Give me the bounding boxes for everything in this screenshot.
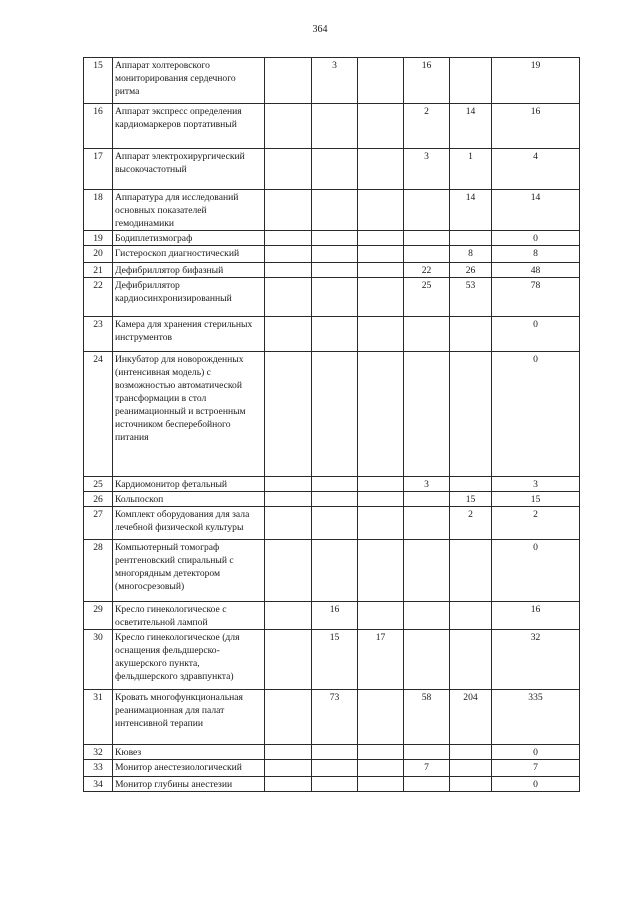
row-number-cell: 21 [84, 263, 113, 278]
quantity-cell [265, 760, 312, 777]
total-cell: 0 [492, 352, 580, 477]
quantity-cell [358, 690, 404, 745]
quantity-cell [450, 602, 492, 630]
quantity-cell [312, 104, 358, 149]
total-cell: 8 [492, 246, 580, 263]
quantity-cell [265, 630, 312, 690]
table-row [84, 149, 580, 190]
quantity-cell [450, 477, 492, 492]
quantity-cell [265, 278, 312, 317]
quantity-cell [312, 760, 358, 777]
quantity-cell: 53 [450, 278, 492, 317]
page-number: 364 [312, 24, 328, 35]
total-cell: 7 [492, 760, 580, 777]
table-row [84, 190, 580, 231]
quantity-cell [450, 231, 492, 246]
equipment-name-cell: Компьютерный томограф рентгеновский спиральный с многорядным детектором (многосрезовый) [113, 540, 265, 602]
row-number-cell: 15 [84, 58, 113, 104]
quantity-cell [404, 492, 450, 507]
total-cell: 16 [492, 104, 580, 149]
quantity-cell [265, 104, 312, 149]
quantity-cell [450, 777, 492, 792]
equipment-name-cell: Камера для хранения стерильных инструментов [113, 317, 265, 352]
row-number-cell: 19 [84, 231, 113, 246]
equipment-name-cell: Аппарат холтеровского мониторирования сердечного ритма [113, 58, 265, 104]
total-cell: 0 [492, 317, 580, 352]
quantity-cell [450, 745, 492, 760]
row-number-cell: 18 [84, 190, 113, 231]
quantity-cell [312, 745, 358, 760]
total-cell: 2 [492, 507, 580, 540]
total-cell: 19 [492, 58, 580, 104]
row-number-cell: 24 [84, 352, 113, 477]
quantity-cell [265, 58, 312, 104]
quantity-cell [358, 745, 404, 760]
total-cell: 4 [492, 149, 580, 190]
total-cell: 14 [492, 190, 580, 231]
equipment-name-cell: Дефибриллятор бифазный [113, 263, 265, 278]
table-row [84, 540, 580, 602]
quantity-cell [450, 760, 492, 777]
row-number-cell: 22 [84, 278, 113, 317]
quantity-cell: 14 [450, 104, 492, 149]
quantity-cell [265, 507, 312, 540]
quantity-cell [404, 602, 450, 630]
row-number-cell: 30 [84, 630, 113, 690]
quantity-cell [265, 149, 312, 190]
quantity-cell [312, 246, 358, 263]
quantity-cell [358, 263, 404, 278]
quantity-cell [404, 540, 450, 602]
quantity-cell [358, 540, 404, 602]
quantity-cell: 22 [404, 263, 450, 278]
row-number-cell: 34 [84, 777, 113, 792]
quantity-cell [312, 540, 358, 602]
quantity-cell [265, 477, 312, 492]
equipment-name-cell: Кресло гинекологическое с осветительной лампой [113, 602, 265, 630]
row-number-cell: 17 [84, 149, 113, 190]
quantity-cell [450, 630, 492, 690]
table-row [84, 278, 580, 317]
equipment-name-cell: Аппарат электрохирургический высокочастотный [113, 149, 265, 190]
quantity-cell: 16 [312, 602, 358, 630]
quantity-cell [404, 246, 450, 263]
quantity-cell: 1 [450, 149, 492, 190]
quantity-cell [312, 477, 358, 492]
table-row [84, 104, 580, 149]
quantity-cell [404, 190, 450, 231]
quantity-cell: 15 [450, 492, 492, 507]
quantity-cell [265, 777, 312, 792]
row-number-cell: 23 [84, 317, 113, 352]
quantity-cell [265, 745, 312, 760]
table-row [84, 760, 580, 777]
quantity-cell [404, 352, 450, 477]
quantity-cell [265, 263, 312, 278]
quantity-cell [312, 777, 358, 792]
quantity-cell [404, 507, 450, 540]
quantity-cell [358, 58, 404, 104]
total-cell: 0 [492, 231, 580, 246]
table-body [84, 58, 580, 792]
equipment-name-cell: Комплект оборудования для зала лечебной физической культуры [113, 507, 265, 540]
quantity-cell [358, 278, 404, 317]
quantity-cell [265, 246, 312, 263]
equipment-name-cell: Кольпоскоп [113, 492, 265, 507]
quantity-cell [404, 317, 450, 352]
quantity-cell [358, 760, 404, 777]
table-row [84, 630, 580, 690]
table-row [84, 745, 580, 760]
row-number-cell: 29 [84, 602, 113, 630]
quantity-cell [358, 492, 404, 507]
equipment-name-cell: Кардиомонитор фетальный [113, 477, 265, 492]
table-row [84, 317, 580, 352]
equipment-name-cell: Монитор глубины анестезии [113, 777, 265, 792]
quantity-cell [265, 190, 312, 231]
quantity-cell [450, 540, 492, 602]
quantity-cell [358, 777, 404, 792]
quantity-cell [404, 777, 450, 792]
total-cell: 78 [492, 278, 580, 317]
quantity-cell [265, 602, 312, 630]
equipment-name-cell: Аппарат экспресс определения кардиомаркеров портативный [113, 104, 265, 149]
row-number-cell: 27 [84, 507, 113, 540]
table-row [84, 263, 580, 278]
quantity-cell [265, 231, 312, 246]
quantity-cell [312, 492, 358, 507]
quantity-cell: 26 [450, 263, 492, 278]
equipment-name-cell: Аппаратура для исследований основных показателей гемодинамики [113, 190, 265, 231]
row-number-cell: 32 [84, 745, 113, 760]
row-number-cell: 16 [84, 104, 113, 149]
table-row [84, 777, 580, 792]
equipment-name-cell: Бодиплетизмограф [113, 231, 265, 246]
quantity-cell [312, 278, 358, 317]
quantity-cell: 2 [404, 104, 450, 149]
quantity-cell [312, 190, 358, 231]
quantity-cell: 2 [450, 507, 492, 540]
total-cell: 48 [492, 263, 580, 278]
equipment-name-cell: Кровать многофункциональная реанимационная для палат интенсивной терапии [113, 690, 265, 745]
quantity-cell: 8 [450, 246, 492, 263]
equipment-name-cell: Кювез [113, 745, 265, 760]
quantity-cell [358, 477, 404, 492]
quantity-cell [312, 263, 358, 278]
quantity-cell [312, 352, 358, 477]
quantity-cell [358, 507, 404, 540]
quantity-cell: 3 [404, 149, 450, 190]
equipment-name-cell: Гистероскоп диагностический [113, 246, 265, 263]
quantity-cell [358, 149, 404, 190]
row-number-cell: 31 [84, 690, 113, 745]
total-cell: 32 [492, 630, 580, 690]
table-row [84, 352, 580, 477]
total-cell: 0 [492, 777, 580, 792]
table-row [84, 690, 580, 745]
quantity-cell: 73 [312, 690, 358, 745]
quantity-cell: 17 [358, 630, 404, 690]
row-number-cell: 26 [84, 492, 113, 507]
quantity-cell [358, 104, 404, 149]
quantity-cell: 3 [404, 477, 450, 492]
row-number-cell: 20 [84, 246, 113, 263]
equipment-name-cell: Монитор анестезиологический [113, 760, 265, 777]
table-row [84, 477, 580, 492]
quantity-cell: 15 [312, 630, 358, 690]
quantity-cell [358, 246, 404, 263]
quantity-cell [312, 317, 358, 352]
quantity-cell [358, 352, 404, 477]
quantity-cell [312, 507, 358, 540]
equipment-table [83, 57, 580, 792]
total-cell: 0 [492, 745, 580, 760]
equipment-name-cell: Инкубатор для новорожденных (интенсивная модель) с возможностью автоматической трансформации в стол реанимационный и встроенным источником бесперебойного питания [113, 352, 265, 477]
quantity-cell [404, 231, 450, 246]
quantity-cell [450, 352, 492, 477]
quantity-cell [312, 231, 358, 246]
quantity-cell [358, 317, 404, 352]
row-number-cell: 28 [84, 540, 113, 602]
quantity-cell [265, 492, 312, 507]
total-cell: 0 [492, 540, 580, 602]
table-row [84, 507, 580, 540]
quantity-cell [265, 317, 312, 352]
quantity-cell [358, 231, 404, 246]
quantity-cell [265, 352, 312, 477]
table-row [84, 231, 580, 246]
quantity-cell: 16 [404, 58, 450, 104]
quantity-cell: 58 [404, 690, 450, 745]
row-number-cell: 25 [84, 477, 113, 492]
total-cell: 3 [492, 477, 580, 492]
table-row [84, 58, 580, 104]
equipment-name-cell: Дефибриллятор кардиосинхронизированный [113, 278, 265, 317]
quantity-cell: 14 [450, 190, 492, 231]
row-number-cell: 33 [84, 760, 113, 777]
quantity-cell [265, 540, 312, 602]
quantity-cell [312, 149, 358, 190]
equipment-name-cell: Кресло гинекологическое (для оснащения фельдшерско-акушерского пункта, фельдшерского здравпункта) [113, 630, 265, 690]
quantity-cell: 7 [404, 760, 450, 777]
quantity-cell: 3 [312, 58, 358, 104]
quantity-cell [450, 58, 492, 104]
table-row [84, 492, 580, 507]
total-cell: 335 [492, 690, 580, 745]
total-cell: 16 [492, 602, 580, 630]
quantity-cell [404, 745, 450, 760]
quantity-cell [265, 690, 312, 745]
quantity-cell [450, 317, 492, 352]
quantity-cell: 25 [404, 278, 450, 317]
table-row [84, 602, 580, 630]
total-cell: 15 [492, 492, 580, 507]
quantity-cell [404, 630, 450, 690]
quantity-cell [358, 602, 404, 630]
quantity-cell [358, 190, 404, 231]
quantity-cell: 204 [450, 690, 492, 745]
table-row [84, 246, 580, 263]
